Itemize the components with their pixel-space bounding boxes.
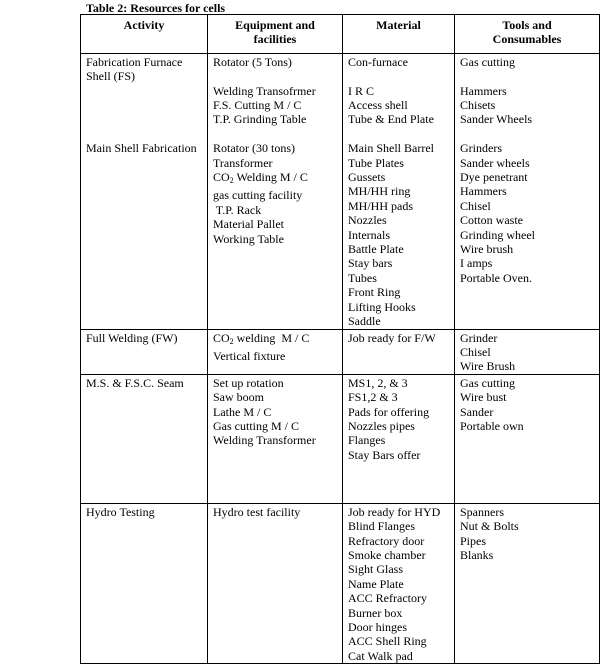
cell-text: Tube Plates [348, 155, 404, 170]
cell-text: I amps [460, 256, 493, 271]
cell-text: Grinders [460, 141, 502, 156]
cell-text: Hydro test facility [213, 504, 301, 519]
cell-text: Smoke chamber [348, 547, 426, 562]
equipment-cell [208, 503, 343, 663]
material-cell [343, 503, 455, 663]
material-cell [343, 329, 455, 374]
cell-text: Blanks [460, 547, 494, 562]
co2-prefix: CO [213, 330, 230, 345]
cell-text: T.P. Grinding Table [213, 112, 307, 127]
cell-text: Chisets [460, 98, 496, 113]
cell-text: Set up rotation [213, 375, 284, 390]
header-equipment [208, 15, 343, 54]
cell-text: Portable own [460, 418, 524, 433]
cell-text: Saw boom [213, 390, 264, 405]
cell-text: Blind Flanges [348, 519, 416, 534]
cell-text: Shell (FS) [86, 69, 136, 84]
cell-text: Hammers [460, 184, 507, 199]
cell-text: Transformer [213, 155, 273, 170]
cell-text: Nozzles pipes [348, 418, 415, 433]
tools-cell [455, 374, 600, 503]
tools-cell [455, 53, 600, 329]
cell-text: Grinder [460, 330, 498, 345]
cell-text: M.S. & F.S.C. Seam [86, 375, 184, 390]
header-row [81, 15, 600, 54]
cell-text: Lathe M / C [213, 404, 272, 419]
cell-text: Battle Plate [348, 242, 404, 257]
tools-cell [455, 329, 600, 374]
cell-text: Gussets [348, 170, 386, 185]
cell-text: Chisel [460, 198, 491, 213]
material-cell [343, 374, 455, 503]
cell-text: Burner box [348, 605, 403, 620]
cell-text: Portable Oven. [460, 270, 532, 285]
header-material [343, 15, 455, 54]
cell-text: Cotton waste [460, 213, 523, 228]
cell-text: Access shell [348, 98, 408, 113]
header-material-label: Material [376, 18, 421, 32]
header-tools [455, 15, 600, 54]
co2-subscript: 2 [229, 176, 234, 186]
cell-text: gas cutting facility [213, 188, 303, 203]
cell-text: Rotator (30 tons) [213, 141, 295, 156]
equipment-cell [208, 329, 343, 374]
cell-text: Gas cutting [460, 54, 515, 69]
table-row [81, 374, 600, 503]
cell-text: Stay bars [348, 256, 393, 271]
cell-text: Front Ring [348, 285, 401, 300]
equipment-cell [208, 53, 343, 329]
cell-text: Door hinges [348, 619, 407, 634]
cell-text: FS1,2 & 3 [348, 390, 398, 405]
cell-text: MS1, 2, & 3 [348, 375, 408, 390]
cell-text: Chisel [460, 344, 491, 359]
co2-suffix: welding M / C [233, 330, 310, 345]
cell-text: Hammers [460, 83, 507, 98]
cell-text: Dye penetrant [460, 170, 528, 185]
header-tools-label-1: Tools and [502, 18, 552, 32]
cell-text: Grinding wheel [460, 227, 535, 242]
header-tools-label-2: Consumables [492, 32, 562, 47]
cell-text: Cat Walk pad [348, 648, 413, 663]
co2-subscript: 2 [229, 336, 234, 346]
cell-text [213, 170, 342, 188]
cell-text: Wire brush [460, 242, 514, 257]
cell-text: Pipes [460, 533, 487, 548]
tools-cell [455, 503, 600, 663]
cell-text: Tubes [348, 270, 377, 285]
equipment-cell [208, 374, 343, 503]
cell-text: Sander Wheels [460, 112, 533, 127]
cell-text: Job ready for F/W [348, 330, 436, 345]
table-row [81, 503, 600, 663]
cell-text: Full Welding (FW) [86, 330, 178, 345]
cell-text: F.S. Cutting M / C [213, 98, 302, 113]
cell-text: MH/HH pads [348, 198, 413, 213]
cell-text: ACC Refractory [348, 591, 427, 606]
cell-text: Working Table [213, 231, 284, 246]
cell-text: Spanners [460, 504, 504, 519]
cell-text: Welding Transofrmer [213, 83, 316, 98]
cell-text: T.P. Rack [213, 202, 262, 217]
cell-text: Welding Transformer [213, 433, 316, 448]
cell-text: Sander wheels [460, 155, 530, 170]
table-row [81, 53, 600, 329]
cell-text: Nozzles [348, 213, 387, 228]
cell-text: MH/HH ring [348, 184, 411, 199]
activity-cell [81, 53, 208, 329]
cell-text: Name Plate [348, 576, 404, 591]
activity-cell [81, 374, 208, 503]
cell-text [213, 331, 342, 349]
activity-cell [81, 503, 208, 663]
resources-table [80, 14, 600, 664]
cell-text: Gas cutting [460, 375, 515, 390]
cell-text: Wire Brush [460, 359, 516, 374]
header-activity-label: Activity [123, 18, 165, 32]
cell-text: Sander [460, 404, 494, 419]
cell-text: Con-furnace [348, 54, 408, 69]
header-activity [81, 15, 208, 54]
cell-text: Tube & End Plate [348, 112, 434, 127]
cell-text: Saddle [348, 314, 381, 329]
co2-prefix: CO [213, 170, 230, 185]
cell-text: Job ready for HYD [348, 504, 441, 519]
co2-suffix: Welding M / C [233, 170, 308, 185]
cell-text: ACC Shell Ring [348, 634, 427, 649]
cell-text: Sight Glass [348, 562, 404, 577]
cell-text: Refractory door [348, 533, 425, 548]
cell-text: Wire bust [460, 390, 507, 405]
cell-text: Nut & Bolts [460, 519, 519, 534]
cell-text: Hydro Testing [86, 504, 155, 519]
header-equipment-label-1: Equipment and [235, 18, 315, 32]
cell-text: Lifting Hooks [348, 299, 416, 314]
table-caption: Table 2: Resources for cells [86, 1, 226, 15]
cell-text: Flanges [348, 433, 386, 448]
cell-text: Rotator (5 Tons) [213, 54, 292, 69]
cell-text: Material Pallet [213, 217, 284, 232]
material-cell [343, 53, 455, 329]
cell-text: Vertical fixture [213, 348, 286, 363]
cell-text: Gas cutting M / C [213, 418, 299, 433]
cell-text: Main Shell Barrel [348, 141, 434, 156]
cell-text: Pads for offering [348, 404, 430, 419]
cell-text: Fabrication Furnace [86, 54, 183, 69]
cell-text: Main Shell Fabrication [86, 141, 197, 156]
cell-text: Stay Bars offer [348, 447, 421, 462]
table-row [81, 329, 600, 374]
cell-text: Internals [348, 227, 390, 242]
activity-cell [81, 329, 208, 374]
cell-text: I R C [348, 83, 375, 98]
header-equipment-label-2: facilities [253, 32, 297, 47]
